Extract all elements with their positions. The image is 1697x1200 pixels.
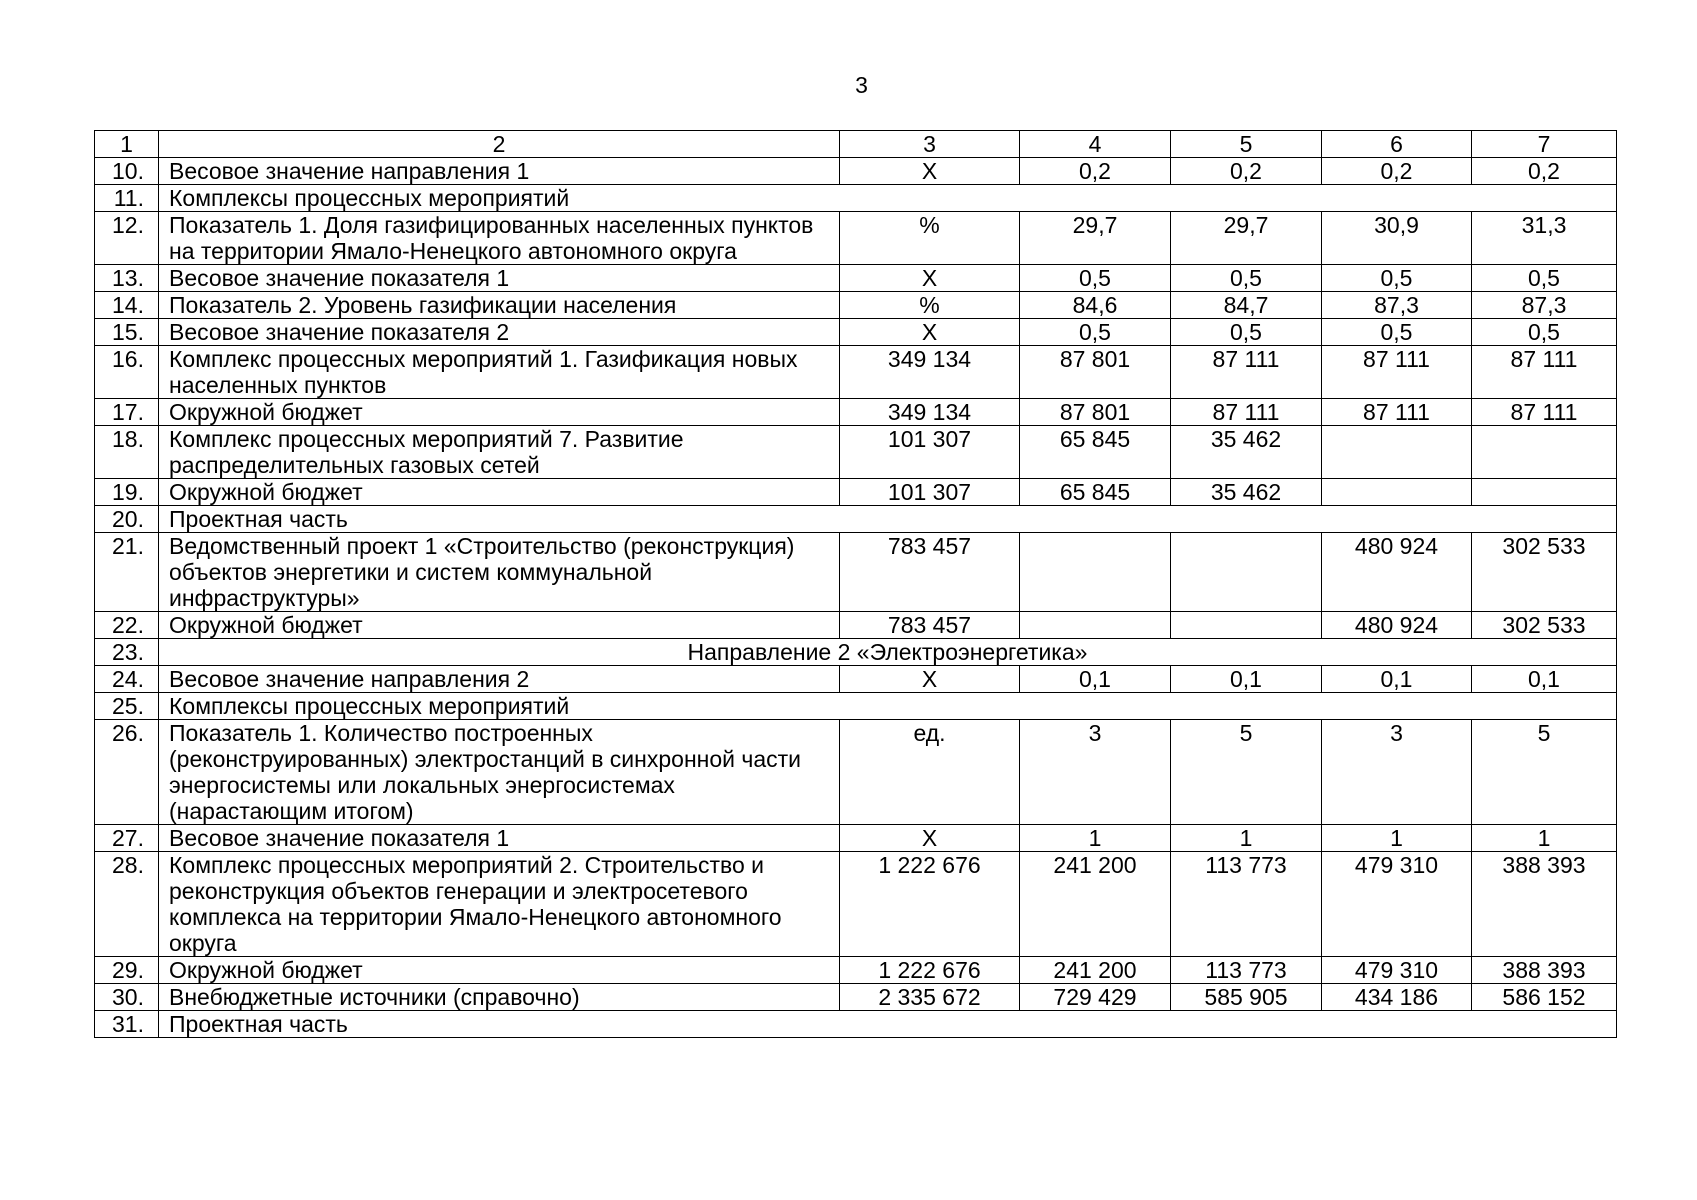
value-cell: 3 <box>1020 720 1171 825</box>
value-cell: 388 393 <box>1472 957 1617 984</box>
value-cell: 0,1 <box>1020 666 1171 693</box>
row-number: 10. <box>95 158 159 185</box>
row-label: Весовое значение направления 1 <box>159 158 840 185</box>
table-row <box>95 185 1617 212</box>
row-label: Весовое значение показателя 2 <box>159 319 840 346</box>
table-body <box>95 131 1617 1038</box>
row-label: Ведомственный проект 1 «Строительство (реконструкция) объектов энергетики и систем коммунальной инфраструктуры» <box>159 533 840 612</box>
row-number: 26. <box>95 720 159 825</box>
row-label: Окружной бюджет <box>159 399 840 426</box>
value-cell: 1 <box>1171 825 1322 852</box>
value-cell: 480 924 <box>1322 612 1472 639</box>
value-cell: 101 307 <box>840 426 1020 479</box>
value-cell: 241 200 <box>1020 957 1171 984</box>
value-cell: 0,5 <box>1322 265 1472 292</box>
value-cell <box>1020 533 1171 612</box>
value-cell: 0,2 <box>1020 158 1171 185</box>
row-label: Окружной бюджет <box>159 612 840 639</box>
value-cell: 302 533 <box>1472 533 1617 612</box>
value-cell: 585 905 <box>1171 984 1322 1011</box>
value-cell <box>1472 426 1617 479</box>
value-cell <box>1322 426 1472 479</box>
table-row <box>95 666 1617 693</box>
row-label: Комплекс процессных мероприятий 7. Развитие распределительных газовых сетей <box>159 426 840 479</box>
value-cell: 3 <box>1322 720 1472 825</box>
value-cell: 241 200 <box>1020 852 1171 957</box>
table-row <box>95 319 1617 346</box>
row-number: 13. <box>95 265 159 292</box>
row-number: 16. <box>95 346 159 399</box>
value-cell: 87,3 <box>1322 292 1472 319</box>
section-title: Проектная часть <box>159 506 1617 533</box>
value-cell: 349 134 <box>840 399 1020 426</box>
value-cell: 84,6 <box>1020 292 1171 319</box>
value-cell: 87 111 <box>1472 346 1617 399</box>
row-label: Весовое значение направления 2 <box>159 666 840 693</box>
table-row <box>95 212 1617 265</box>
value-cell: 0,5 <box>1171 265 1322 292</box>
row-number: 24. <box>95 666 159 693</box>
header-cell: 2 <box>159 131 840 158</box>
value-cell: 84,7 <box>1171 292 1322 319</box>
value-cell: 1 222 676 <box>840 852 1020 957</box>
value-cell: 479 310 <box>1322 852 1472 957</box>
value-cell: 87 111 <box>1472 399 1617 426</box>
row-label: Комплекс процессных мероприятий 1. Газификация новых населенных пунктов <box>159 346 840 399</box>
value-cell: 0,5 <box>1020 319 1171 346</box>
value-cell: 113 773 <box>1171 852 1322 957</box>
value-cell: 101 307 <box>840 479 1020 506</box>
table-row <box>95 693 1617 720</box>
row-label: Показатель 1. Доля газифицированных населенных пунктов на территории Ямало-Ненецкого автономного округа <box>159 212 840 265</box>
value-cell: 0,5 <box>1322 319 1472 346</box>
row-number: 28. <box>95 852 159 957</box>
value-cell: 87 111 <box>1171 346 1322 399</box>
value-cell: 729 429 <box>1020 984 1171 1011</box>
header-cell: 1 <box>95 131 159 158</box>
value-cell: 0,5 <box>1020 265 1171 292</box>
value-cell: 2 335 672 <box>840 984 1020 1011</box>
value-cell: 434 186 <box>1322 984 1472 1011</box>
value-cell: 87 111 <box>1322 346 1472 399</box>
value-cell <box>1171 533 1322 612</box>
table-row <box>95 852 1617 957</box>
table-row <box>95 346 1617 399</box>
value-cell: 30,9 <box>1322 212 1472 265</box>
direction-title: Направление 2 «Электроэнергетика» <box>159 639 1617 666</box>
value-cell: 35 462 <box>1171 479 1322 506</box>
row-number: 23. <box>95 639 159 666</box>
value-cell: Х <box>840 158 1020 185</box>
table-row <box>95 612 1617 639</box>
value-cell: 0,5 <box>1472 265 1617 292</box>
row-label: Внебюджетные источники (справочно) <box>159 984 840 1011</box>
table-row <box>95 720 1617 825</box>
value-cell: 29,7 <box>1020 212 1171 265</box>
value-cell: 1 <box>1322 825 1472 852</box>
value-cell: 479 310 <box>1322 957 1472 984</box>
value-cell: 65 845 <box>1020 479 1171 506</box>
value-cell <box>1472 479 1617 506</box>
value-cell: Х <box>840 666 1020 693</box>
table-row <box>95 479 1617 506</box>
value-cell: 1 <box>1472 825 1617 852</box>
table-row <box>95 1011 1617 1038</box>
table-row <box>95 265 1617 292</box>
value-cell: 783 457 <box>840 612 1020 639</box>
value-cell: Х <box>840 265 1020 292</box>
row-number: 19. <box>95 479 159 506</box>
header-cell: 5 <box>1171 131 1322 158</box>
row-number: 14. <box>95 292 159 319</box>
value-cell: 1 222 676 <box>840 957 1020 984</box>
table-row <box>95 639 1617 666</box>
value-cell: 586 152 <box>1472 984 1617 1011</box>
value-cell <box>1171 612 1322 639</box>
value-cell: 302 533 <box>1472 612 1617 639</box>
value-cell: Х <box>840 825 1020 852</box>
value-cell: 0,1 <box>1171 666 1322 693</box>
table-row <box>95 533 1617 612</box>
section-title: Комплексы процессных мероприятий <box>159 185 1617 212</box>
value-cell: 0,2 <box>1322 158 1472 185</box>
value-cell: 5 <box>1472 720 1617 825</box>
value-cell: 0,1 <box>1472 666 1617 693</box>
header-cell: 4 <box>1020 131 1171 158</box>
row-number: 15. <box>95 319 159 346</box>
value-cell: 87 801 <box>1020 346 1171 399</box>
value-cell: 480 924 <box>1322 533 1472 612</box>
row-label: Весовое значение показателя 1 <box>159 265 840 292</box>
table-row <box>95 825 1617 852</box>
row-label: Окружной бюджет <box>159 957 840 984</box>
table-row <box>95 506 1617 533</box>
section-title: Комплексы процессных мероприятий <box>159 693 1617 720</box>
value-cell: ед. <box>840 720 1020 825</box>
row-number: 31. <box>95 1011 159 1038</box>
table-row <box>95 292 1617 319</box>
row-label: Комплекс процессных мероприятий 2. Строительство и реконструкция объектов генерации и электросетевого комплекса на территории Ямало-Ненецкого автономного округа <box>159 852 840 957</box>
row-label: Окружной бюджет <box>159 479 840 506</box>
row-number: 11. <box>95 185 159 212</box>
value-cell: 87 801 <box>1020 399 1171 426</box>
value-cell: 29,7 <box>1171 212 1322 265</box>
value-cell: 31,3 <box>1472 212 1617 265</box>
value-cell: 0,5 <box>1171 319 1322 346</box>
row-number: 12. <box>95 212 159 265</box>
page-number: 3 <box>855 72 868 98</box>
value-cell: 0,1 <box>1322 666 1472 693</box>
value-cell: 87 111 <box>1322 399 1472 426</box>
row-number: 17. <box>95 399 159 426</box>
row-number: 22. <box>95 612 159 639</box>
value-cell: 0,2 <box>1171 158 1322 185</box>
header-row <box>95 131 1617 158</box>
header-cell: 6 <box>1322 131 1472 158</box>
table-row <box>95 399 1617 426</box>
row-number: 25. <box>95 693 159 720</box>
row-label: Показатель 2. Уровень газификации населения <box>159 292 840 319</box>
header-cell: 7 <box>1472 131 1617 158</box>
value-cell: 87 111 <box>1171 399 1322 426</box>
row-label: Весовое значение показателя 1 <box>159 825 840 852</box>
value-cell: 65 845 <box>1020 426 1171 479</box>
value-cell <box>1322 479 1472 506</box>
value-cell: % <box>840 212 1020 265</box>
value-cell: 87,3 <box>1472 292 1617 319</box>
row-number: 29. <box>95 957 159 984</box>
value-cell: % <box>840 292 1020 319</box>
row-number: 27. <box>95 825 159 852</box>
value-cell: 35 462 <box>1171 426 1322 479</box>
row-number: 21. <box>95 533 159 612</box>
row-label: Показатель 1. Количество построенных (реконструированных) электростанций в синхронной части энергосистемы или локальных энергосистемах (нарастающим итогом) <box>159 720 840 825</box>
value-cell <box>1020 612 1171 639</box>
table-row <box>95 957 1617 984</box>
value-cell: 783 457 <box>840 533 1020 612</box>
value-cell: 5 <box>1171 720 1322 825</box>
header-cell: 3 <box>840 131 1020 158</box>
value-cell: 113 773 <box>1171 957 1322 984</box>
table-row <box>95 158 1617 185</box>
row-number: 18. <box>95 426 159 479</box>
value-cell: 0,2 <box>1472 158 1617 185</box>
row-number: 20. <box>95 506 159 533</box>
value-cell: 349 134 <box>840 346 1020 399</box>
program-indicators-table <box>94 130 1617 1038</box>
table-row <box>95 426 1617 479</box>
value-cell: 388 393 <box>1472 852 1617 957</box>
table-row <box>95 984 1617 1011</box>
row-number: 30. <box>95 984 159 1011</box>
value-cell: Х <box>840 319 1020 346</box>
value-cell: 1 <box>1020 825 1171 852</box>
section-title: Проектная часть <box>159 1011 1617 1038</box>
value-cell: 0,5 <box>1472 319 1617 346</box>
